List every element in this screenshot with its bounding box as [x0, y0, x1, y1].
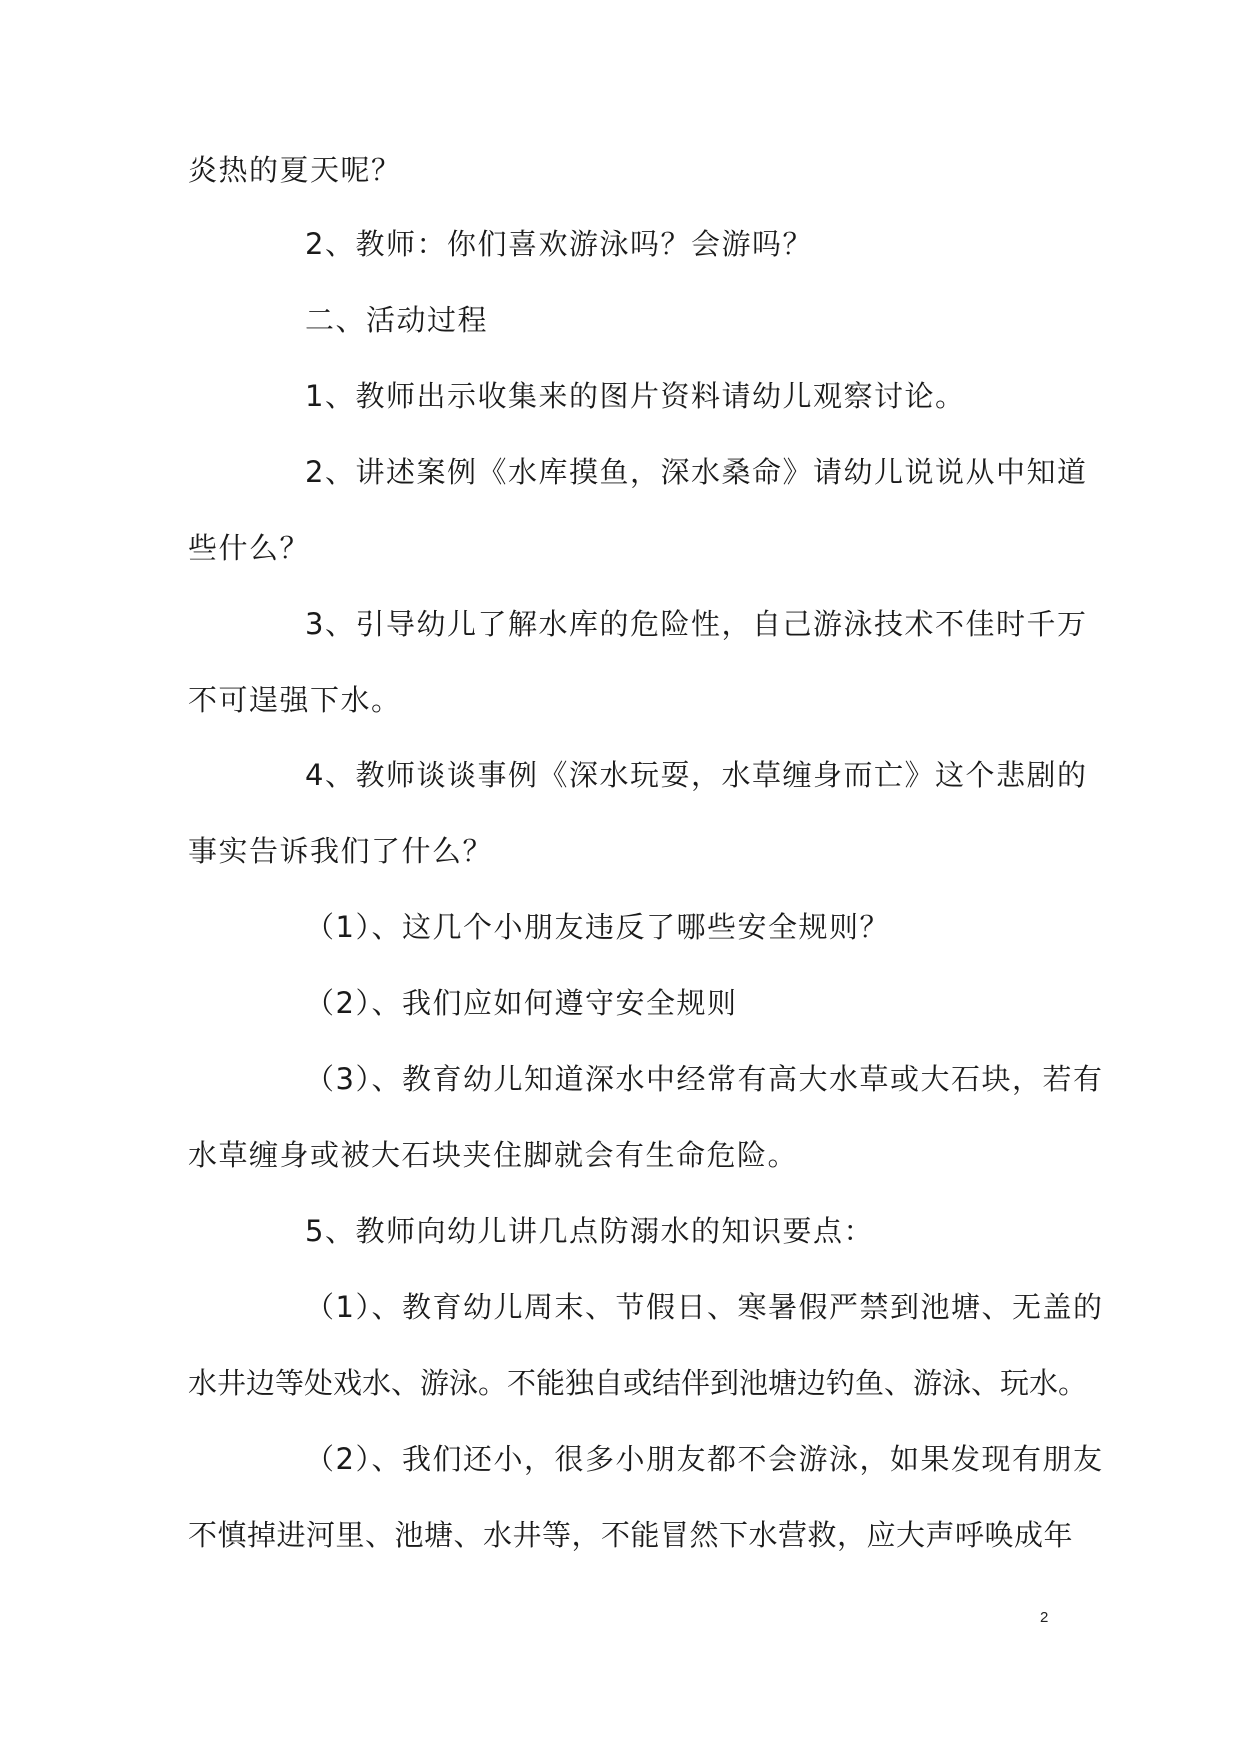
text-line: 2、教师：你们喜欢游泳吗？会游吗？: [305, 227, 813, 261]
text-line: （1）、这几个小朋友违反了哪些安全规则？: [305, 910, 890, 944]
text-line: 1、教师出示收集来的图片资料请幼儿观察讨论。: [305, 379, 966, 413]
page-number: 2: [1040, 1609, 1049, 1626]
text-line: 3、引导幼儿了解水库的危险性，自己游泳技术不佳时千万: [305, 607, 1088, 641]
text-line: 不可逞强下水。: [188, 683, 402, 717]
text-line: 些什么？: [188, 531, 311, 565]
text-line: （2）、我们应如何遵守安全规则: [305, 986, 738, 1020]
text-line: 事实告诉我们了什么？: [188, 834, 494, 868]
text-line: （1）、教育幼儿周末、节假日、寒暑假严禁到池塘、无盖的: [305, 1290, 1104, 1324]
section-heading: 二、活动过程: [305, 303, 489, 337]
text-line: 水草缠身或被大石块夹住脚就会有生命危险。: [188, 1138, 799, 1172]
text-line: （2）、我们还小，很多小朋友都不会游泳，如果发现有朋友: [305, 1442, 1104, 1476]
text-line: 不慎掉进河里、池塘、水井等，不能冒然下水营救，应大声呼唤成年: [188, 1518, 1074, 1552]
text-line: 2、讲述案例《水库摸鱼，深水桑命》请幼儿说说从中知道: [305, 455, 1088, 489]
text-line: 5、教师向幼儿讲几点防溺水的知识要点：: [305, 1214, 874, 1248]
text-line: （3）、教育幼儿知道深水中经常有高大水草或大石块，若有: [305, 1062, 1104, 1096]
text-line: 炎热的夏天呢？: [188, 153, 402, 187]
text-line: 水井边等处戏水、游泳。不能独自或结伴到池塘边钓鱼、游泳、玩水。: [188, 1366, 1088, 1400]
text-line: 4、教师谈谈事例《深水玩耍，水草缠身而亡》这个悲剧的: [305, 758, 1088, 792]
